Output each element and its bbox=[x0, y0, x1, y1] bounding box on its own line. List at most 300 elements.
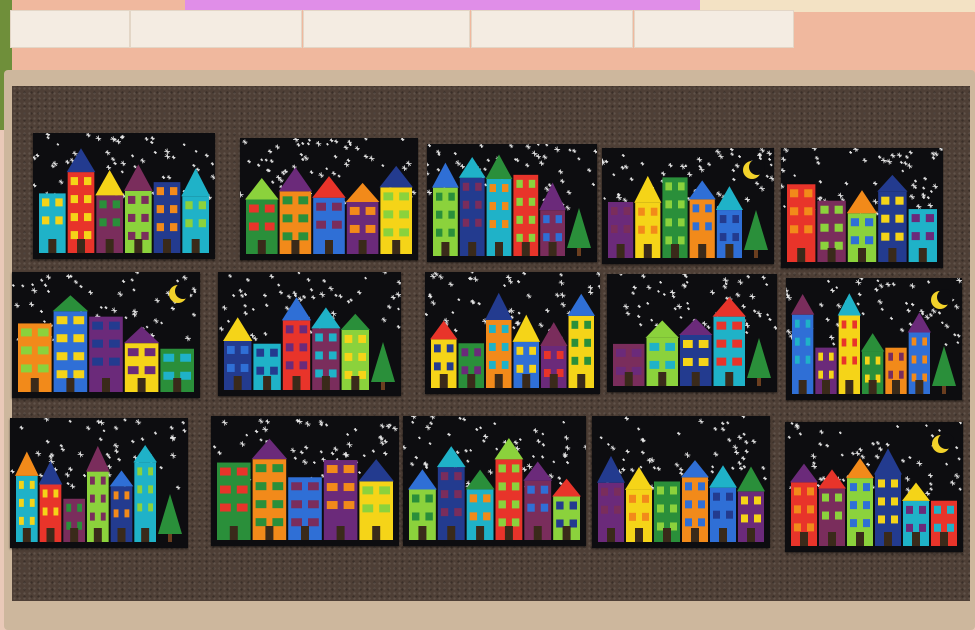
artwork-night-houses bbox=[403, 416, 586, 546]
star-mark bbox=[344, 162, 349, 167]
paper-house bbox=[217, 463, 251, 540]
star-mark bbox=[117, 291, 123, 297]
paper-house bbox=[689, 180, 716, 258]
star-mark bbox=[713, 427, 717, 431]
star-mark bbox=[397, 280, 401, 285]
star-mark bbox=[953, 333, 956, 336]
star-mark bbox=[707, 162, 711, 166]
star-mark bbox=[907, 309, 911, 313]
paper-house bbox=[608, 202, 633, 258]
paper-house bbox=[495, 438, 524, 540]
star-mark bbox=[957, 334, 961, 338]
star-mark bbox=[526, 144, 531, 149]
star-mark bbox=[171, 306, 175, 310]
star-mark bbox=[493, 422, 496, 425]
star-mark bbox=[738, 155, 741, 158]
tree-trunk bbox=[757, 378, 761, 386]
paper-house bbox=[312, 176, 346, 254]
star-mark bbox=[959, 488, 962, 491]
paper-house bbox=[39, 461, 63, 542]
star-mark bbox=[495, 448, 498, 451]
star-mark bbox=[458, 298, 461, 301]
star-mark bbox=[903, 161, 907, 165]
star-mark bbox=[572, 149, 576, 153]
star-mark bbox=[427, 190, 432, 196]
star-mark bbox=[562, 421, 565, 424]
star-mark bbox=[397, 325, 401, 329]
star-mark bbox=[726, 421, 729, 424]
star-mark bbox=[631, 291, 635, 295]
star-mark bbox=[959, 422, 962, 424]
star-mark bbox=[929, 487, 932, 490]
star-mark bbox=[395, 292, 401, 298]
paper-house bbox=[324, 460, 358, 540]
star-mark bbox=[271, 181, 274, 184]
star-mark bbox=[33, 156, 37, 161]
star-mark bbox=[44, 284, 47, 287]
star-mark bbox=[319, 292, 325, 298]
star-mark bbox=[69, 275, 72, 278]
star-mark bbox=[715, 149, 721, 155]
star-mark bbox=[875, 454, 880, 459]
star-mark bbox=[827, 280, 830, 283]
star-mark bbox=[657, 290, 659, 292]
star-mark bbox=[44, 418, 50, 422]
star-mark bbox=[479, 144, 483, 148]
paper-house bbox=[737, 466, 765, 542]
star-mark bbox=[811, 453, 817, 459]
star-mark bbox=[812, 148, 817, 151]
star-mark bbox=[659, 281, 662, 284]
star-mark bbox=[381, 317, 386, 322]
star-mark bbox=[542, 155, 547, 160]
pine-tree-icon bbox=[158, 494, 182, 534]
star-mark bbox=[783, 148, 789, 153]
star-mark bbox=[737, 461, 741, 465]
star-mark bbox=[593, 149, 597, 153]
star-mark bbox=[623, 304, 629, 310]
star-mark bbox=[304, 445, 308, 449]
star-mark bbox=[744, 440, 748, 444]
star-mark bbox=[40, 310, 43, 313]
star-mark bbox=[122, 280, 125, 283]
star-mark bbox=[954, 304, 959, 309]
star-mark bbox=[735, 163, 740, 168]
star-mark bbox=[243, 304, 246, 307]
star-mark bbox=[537, 144, 539, 146]
star-mark bbox=[958, 457, 961, 460]
star-mark bbox=[680, 316, 683, 319]
paper-house bbox=[540, 322, 568, 388]
star-mark bbox=[583, 445, 586, 450]
star-mark bbox=[751, 439, 756, 444]
star-mark bbox=[176, 485, 180, 489]
star-mark bbox=[430, 416, 435, 420]
star-mark bbox=[47, 290, 50, 293]
star-mark bbox=[536, 154, 541, 159]
star-mark bbox=[739, 466, 743, 470]
star-mark bbox=[545, 144, 548, 146]
star-mark bbox=[730, 152, 734, 156]
star-mark bbox=[929, 482, 932, 485]
paper-house bbox=[791, 294, 814, 394]
star-mark bbox=[901, 459, 905, 463]
star-mark bbox=[577, 157, 580, 160]
star-mark bbox=[135, 419, 141, 425]
paper-house bbox=[430, 321, 458, 388]
star-mark bbox=[479, 427, 482, 430]
star-mark bbox=[737, 279, 743, 285]
star-mark bbox=[347, 442, 353, 448]
paper-house bbox=[154, 182, 181, 253]
star-mark bbox=[265, 304, 268, 307]
star-mark bbox=[791, 422, 794, 425]
star-mark bbox=[670, 290, 675, 295]
star-mark bbox=[46, 275, 51, 280]
star-mark bbox=[292, 291, 297, 296]
star-mark bbox=[877, 299, 882, 304]
star-mark bbox=[941, 321, 944, 324]
star-mark bbox=[334, 139, 338, 143]
star-mark bbox=[711, 470, 714, 473]
star-mark bbox=[31, 288, 37, 294]
star-mark bbox=[79, 285, 82, 288]
star-mark bbox=[123, 418, 126, 421]
star-mark bbox=[428, 144, 431, 147]
star-mark bbox=[125, 316, 128, 319]
star-mark bbox=[150, 141, 153, 144]
star-mark bbox=[956, 278, 962, 283]
star-mark bbox=[755, 181, 759, 185]
star-mark bbox=[503, 284, 506, 287]
star-mark bbox=[925, 491, 930, 496]
star-mark bbox=[742, 416, 746, 418]
star-mark bbox=[945, 463, 948, 466]
paper-house bbox=[379, 166, 413, 254]
paper-house bbox=[716, 186, 743, 258]
star-mark bbox=[815, 156, 819, 160]
star-mark bbox=[762, 276, 766, 280]
star-mark bbox=[886, 443, 890, 447]
star-mark bbox=[57, 143, 59, 145]
star-mark bbox=[881, 157, 887, 163]
paper-house bbox=[124, 164, 153, 253]
paper-house bbox=[63, 499, 85, 542]
star-mark bbox=[303, 155, 309, 161]
star-mark bbox=[916, 204, 921, 209]
paper-house bbox=[713, 297, 747, 386]
paper-house bbox=[245, 178, 279, 254]
star-mark bbox=[275, 144, 280, 149]
star-mark bbox=[418, 437, 421, 440]
star-mark bbox=[892, 282, 896, 286]
star-mark bbox=[260, 438, 263, 441]
star-mark bbox=[788, 436, 791, 439]
star-mark bbox=[596, 272, 600, 277]
star-mark bbox=[698, 419, 703, 424]
star-mark bbox=[391, 295, 396, 300]
star-mark bbox=[347, 300, 350, 303]
star-mark bbox=[737, 435, 742, 440]
artwork-night-houses bbox=[786, 278, 962, 400]
star-mark bbox=[621, 468, 625, 472]
star-mark bbox=[761, 466, 765, 470]
star-mark bbox=[258, 418, 263, 423]
star-mark bbox=[698, 165, 701, 168]
star-mark bbox=[364, 154, 369, 159]
star-mark bbox=[927, 196, 930, 199]
star-mark bbox=[866, 463, 870, 467]
star-mark bbox=[265, 159, 268, 162]
star-mark bbox=[819, 303, 824, 308]
star-mark bbox=[925, 424, 927, 426]
star-mark bbox=[21, 284, 24, 287]
star-mark bbox=[195, 150, 197, 152]
paper-house bbox=[568, 294, 596, 388]
star-mark bbox=[88, 290, 93, 295]
star-mark bbox=[99, 437, 103, 441]
star-mark bbox=[402, 165, 408, 171]
star-mark bbox=[146, 326, 148, 328]
star-mark bbox=[876, 441, 880, 445]
star-mark bbox=[369, 156, 375, 162]
star-mark bbox=[767, 151, 772, 156]
star-mark bbox=[483, 434, 488, 439]
star-mark bbox=[930, 190, 933, 193]
paper-house bbox=[625, 467, 653, 542]
paper-house bbox=[597, 456, 625, 542]
star-mark bbox=[922, 187, 925, 190]
paper-house bbox=[459, 343, 485, 388]
star-mark bbox=[290, 448, 295, 453]
star-mark bbox=[411, 421, 414, 424]
star-mark bbox=[733, 445, 738, 450]
star-mark bbox=[412, 190, 417, 195]
star-mark bbox=[427, 171, 430, 176]
star-mark bbox=[626, 449, 630, 453]
star-mark bbox=[623, 198, 628, 203]
star-mark bbox=[454, 329, 458, 333]
star-mark bbox=[592, 183, 595, 186]
star-mark bbox=[113, 162, 116, 165]
star-mark bbox=[637, 315, 640, 318]
star-mark bbox=[338, 294, 342, 298]
star-mark bbox=[509, 144, 513, 148]
star-mark bbox=[686, 302, 688, 304]
star-mark bbox=[598, 285, 600, 289]
star-mark bbox=[437, 168, 440, 171]
star-mark bbox=[793, 174, 795, 176]
paper-house bbox=[513, 175, 538, 256]
star-mark bbox=[679, 467, 683, 471]
star-mark bbox=[919, 309, 924, 314]
star-mark bbox=[466, 460, 469, 463]
star-mark bbox=[334, 155, 338, 159]
star-mark bbox=[928, 473, 933, 478]
star-mark bbox=[766, 314, 769, 317]
star-mark bbox=[330, 138, 334, 142]
star-mark bbox=[564, 435, 569, 440]
star-mark bbox=[121, 161, 126, 166]
star-mark bbox=[141, 437, 145, 441]
star-mark bbox=[240, 441, 246, 447]
star-mark bbox=[170, 436, 175, 441]
star-mark bbox=[182, 275, 187, 280]
star-mark bbox=[637, 427, 640, 430]
star-mark bbox=[711, 466, 714, 469]
star-mark bbox=[916, 461, 922, 467]
paper-house bbox=[861, 333, 884, 394]
star-mark bbox=[646, 302, 649, 305]
star-mark bbox=[145, 137, 149, 141]
star-mark bbox=[939, 148, 943, 151]
star-mark bbox=[35, 451, 41, 457]
star-mark bbox=[650, 319, 653, 322]
paper-house bbox=[539, 182, 566, 256]
star-mark bbox=[219, 326, 224, 331]
star-mark bbox=[99, 420, 105, 426]
star-mark bbox=[878, 447, 883, 452]
star-mark bbox=[838, 193, 844, 199]
star-mark bbox=[542, 443, 545, 446]
star-mark bbox=[819, 477, 823, 481]
star-mark bbox=[379, 436, 384, 441]
star-mark bbox=[423, 462, 428, 467]
star-mark bbox=[349, 298, 352, 301]
star-mark bbox=[640, 466, 643, 469]
star-mark bbox=[300, 153, 303, 156]
paper-house bbox=[662, 177, 687, 258]
star-mark bbox=[741, 304, 745, 308]
star-mark bbox=[816, 161, 820, 165]
star-mark bbox=[305, 421, 311, 427]
star-mark bbox=[415, 456, 418, 459]
star-mark bbox=[735, 292, 740, 297]
star-mark bbox=[757, 153, 762, 158]
paper-house bbox=[39, 193, 66, 253]
star-mark bbox=[294, 457, 297, 460]
star-mark bbox=[681, 283, 686, 288]
tree-trunk bbox=[754, 250, 758, 258]
star-mark bbox=[616, 195, 622, 201]
star-mark bbox=[478, 302, 481, 305]
star-mark bbox=[296, 143, 300, 147]
star-mark bbox=[67, 482, 70, 485]
star-mark bbox=[897, 153, 902, 158]
star-mark bbox=[434, 272, 439, 276]
star-mark bbox=[539, 161, 544, 166]
star-mark bbox=[911, 183, 917, 189]
star-mark bbox=[262, 426, 268, 432]
star-mark bbox=[630, 177, 634, 181]
star-mark bbox=[718, 154, 723, 159]
paper-house bbox=[877, 175, 907, 262]
star-mark bbox=[818, 442, 822, 446]
star-mark bbox=[411, 416, 416, 419]
star-mark bbox=[786, 295, 792, 301]
paper-house bbox=[787, 184, 815, 262]
star-mark bbox=[877, 280, 880, 283]
pine-tree-icon bbox=[747, 338, 771, 378]
star-mark bbox=[300, 450, 304, 454]
artwork-night-houses bbox=[10, 418, 188, 548]
star-mark bbox=[192, 313, 196, 317]
star-mark bbox=[70, 484, 75, 489]
star-mark bbox=[167, 175, 171, 179]
star-mark bbox=[131, 440, 135, 444]
artwork-night-houses bbox=[427, 144, 597, 262]
star-mark bbox=[653, 466, 656, 469]
star-mark bbox=[566, 461, 569, 464]
star-mark bbox=[205, 154, 209, 158]
paper-house bbox=[552, 479, 581, 540]
artwork-night-houses bbox=[33, 133, 215, 259]
star-mark bbox=[363, 454, 366, 457]
star-mark bbox=[845, 182, 849, 186]
star-mark bbox=[155, 298, 160, 303]
star-mark bbox=[257, 164, 260, 167]
star-mark bbox=[879, 284, 884, 289]
star-mark bbox=[403, 445, 406, 450]
star-mark bbox=[905, 476, 910, 481]
star-mark bbox=[607, 443, 610, 446]
star-mark bbox=[40, 279, 43, 282]
star-mark bbox=[907, 163, 913, 169]
star-mark bbox=[105, 306, 108, 309]
star-mark bbox=[447, 433, 450, 436]
star-mark bbox=[756, 311, 762, 317]
star-mark bbox=[222, 420, 228, 426]
star-mark bbox=[244, 293, 247, 296]
star-mark bbox=[873, 181, 877, 185]
star-mark bbox=[347, 140, 352, 145]
star-mark bbox=[96, 420, 100, 424]
star-mark bbox=[545, 308, 550, 313]
star-mark bbox=[677, 432, 681, 436]
pink-border-strip bbox=[185, 0, 700, 10]
star-mark bbox=[154, 151, 157, 154]
star-mark bbox=[957, 341, 960, 344]
star-mark bbox=[786, 329, 792, 335]
star-mark bbox=[723, 277, 729, 283]
paper-house bbox=[288, 477, 322, 540]
star-mark bbox=[387, 305, 392, 310]
star-mark bbox=[211, 162, 214, 165]
star-mark bbox=[559, 280, 565, 286]
star-mark bbox=[707, 325, 711, 329]
artwork-night-houses bbox=[425, 272, 600, 394]
star-mark bbox=[950, 480, 955, 485]
star-mark bbox=[436, 150, 441, 155]
paper-house bbox=[67, 148, 96, 253]
star-mark bbox=[874, 288, 878, 292]
paper-label bbox=[10, 10, 130, 48]
star-mark bbox=[553, 461, 555, 463]
star-mark bbox=[938, 311, 941, 314]
tree-trunk bbox=[942, 386, 946, 394]
star-mark bbox=[69, 420, 72, 423]
star-mark bbox=[263, 332, 267, 336]
star-mark bbox=[287, 294, 292, 299]
star-mark bbox=[781, 168, 785, 173]
star-mark bbox=[86, 426, 91, 431]
star-mark bbox=[308, 139, 311, 142]
star-mark bbox=[318, 172, 324, 178]
star-mark bbox=[600, 436, 603, 439]
star-mark bbox=[192, 164, 195, 167]
star-mark bbox=[133, 289, 136, 292]
star-mark bbox=[859, 278, 863, 280]
